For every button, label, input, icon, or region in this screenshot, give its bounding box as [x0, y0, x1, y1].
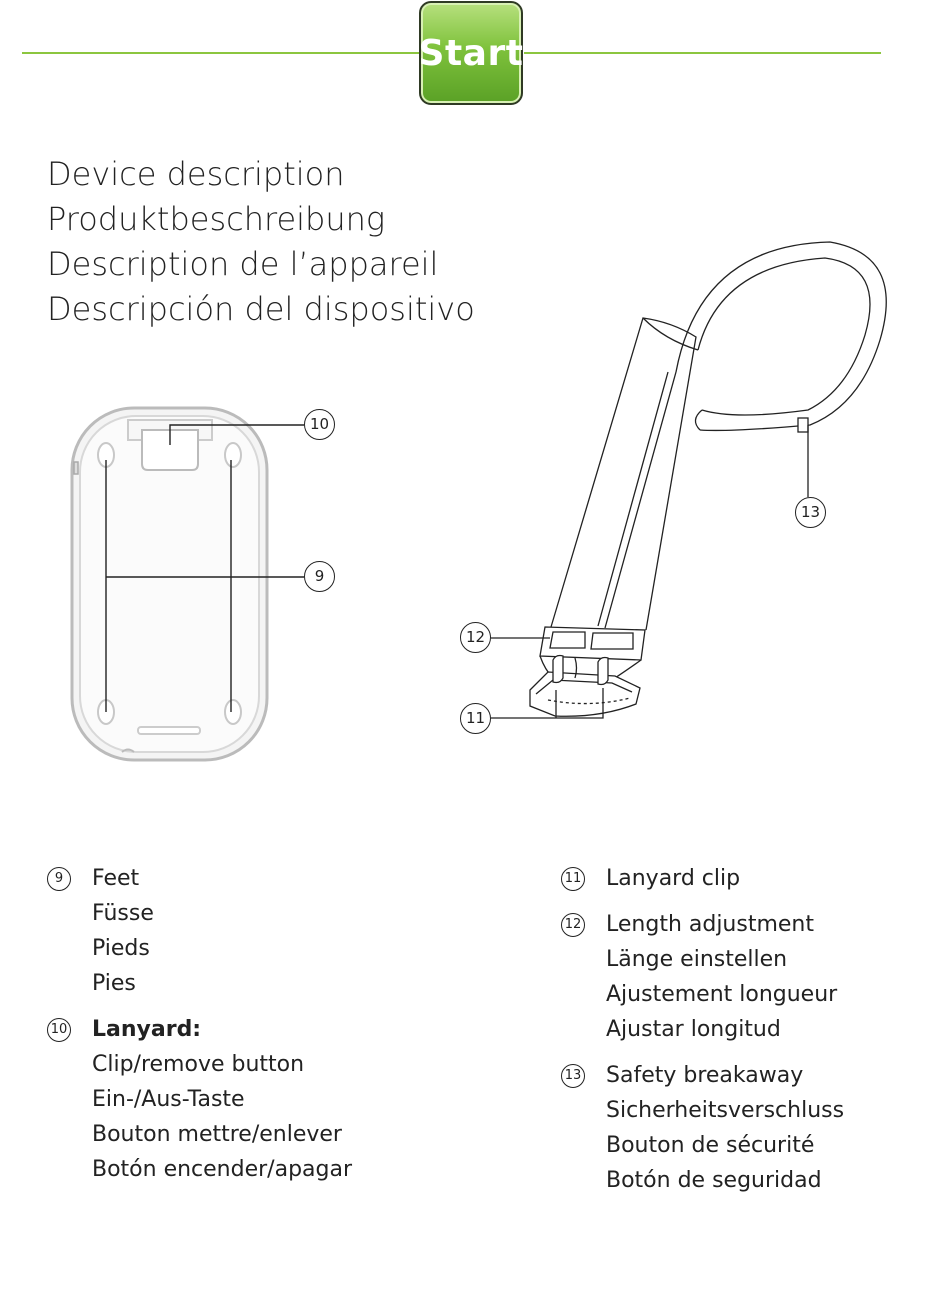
legend-num: 13 — [561, 1064, 585, 1088]
legend-line: Botón de seguridad — [606, 1168, 822, 1193]
legend-line: Botón encender/apagar — [92, 1157, 353, 1182]
legend-line: Ajustar longitud — [606, 1017, 781, 1042]
legend-line: Clip/remove button — [92, 1052, 305, 1077]
legend-item-feet — [47, 861, 352, 1001]
legend-line: Füsse — [92, 901, 154, 926]
legend-item-lanyard-clip — [561, 861, 844, 896]
legend-left — [47, 861, 352, 1198]
legend-line: Length adjustment — [606, 912, 815, 937]
legend-right — [561, 861, 844, 1209]
legend-line: Bouton mettre/enlever — [92, 1122, 342, 1147]
legend-item-safety-breakaway — [561, 1058, 844, 1198]
callout-13: 13 — [795, 497, 826, 528]
legend-num: 12 — [561, 913, 585, 937]
title-en: Device description — [47, 155, 345, 193]
title-fr: Description de l’appareil — [47, 245, 439, 283]
legend-line: Länge einstellen — [606, 947, 788, 972]
callout-11: 11 — [460, 703, 491, 734]
legend-line: Safety breakaway — [606, 1063, 804, 1088]
legend-item-length-adjustment — [561, 907, 844, 1047]
legend-num: 11 — [561, 867, 585, 891]
start-tab-label: Start — [418, 32, 524, 74]
callout-9: 9 — [304, 561, 335, 592]
lanyard-illustration — [491, 242, 886, 718]
legend-item-lanyard-button — [47, 1012, 352, 1187]
legend-line: Feet — [92, 866, 140, 891]
legend-heading: Lanyard: — [92, 1017, 202, 1042]
legend-line: Sicherheitsverschluss — [606, 1098, 845, 1123]
callout-12: 12 — [460, 622, 491, 653]
legend-line: Lanyard clip — [606, 866, 741, 891]
legend-num: 10 — [47, 1018, 71, 1042]
device-back-illustration — [72, 408, 304, 760]
legend-line: Ein-/Aus-Taste — [92, 1087, 245, 1112]
callout-10: 10 — [304, 409, 335, 440]
legend-line: Pies — [92, 971, 136, 996]
title-es: Descripción del dispositivo — [47, 290, 475, 328]
legend-line: Ajustement longueur — [606, 982, 838, 1007]
title-de: Produktbeschreibung — [47, 200, 386, 238]
legend-num: 9 — [47, 867, 71, 891]
legend-line: Pieds — [92, 936, 150, 961]
legend-line: Bouton de sécurité — [606, 1133, 815, 1158]
